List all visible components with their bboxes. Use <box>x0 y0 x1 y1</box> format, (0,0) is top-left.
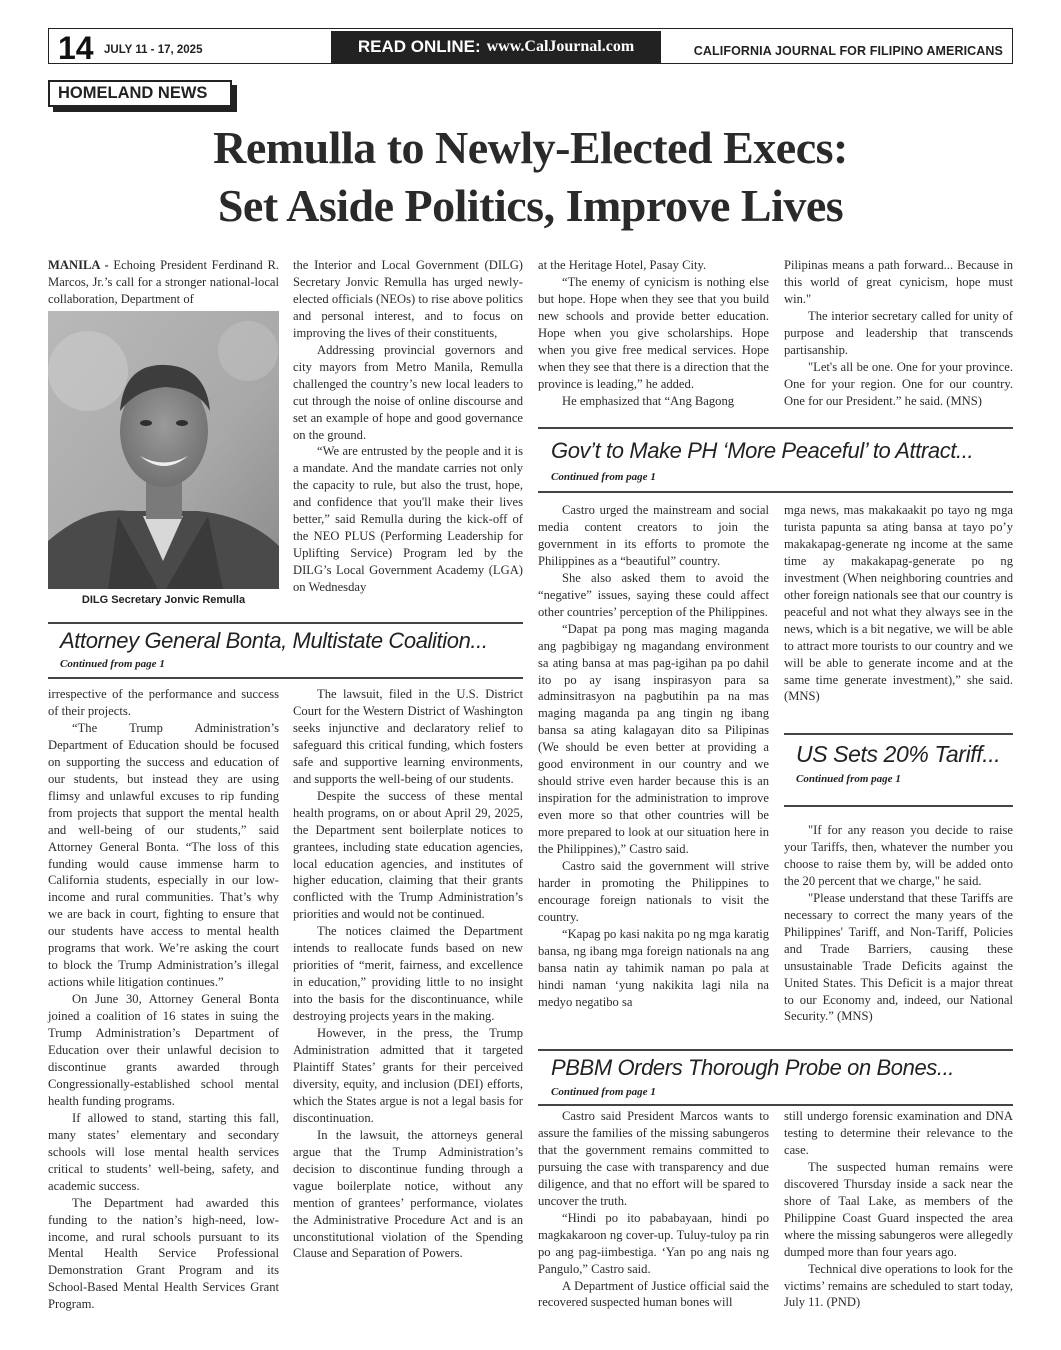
read-online-url[interactable]: www.CalJournal.com <box>486 38 635 55</box>
paragraph: A Department of Justice official said the recovered suspected human bones will <box>538 1278 769 1310</box>
paragraph: “Dapat pa pong mas maging maganda ang pagbibigay ng magandang environment sa ating bansa at mas pag-igihan pa po dahil ito po ay isang inspirasyon para sa adminsitrasyon na pagbutihin pa na mas maging maganda pa ang tingin ng ibang bansa sa ating kalagayan dito sa Pilipinas (We should be even better at providing a good environment in our country and we should strive even harder because this is an inspiration for the administration to improve even more so that other countries will be more prepared to look at our situation here in the Philippines),” Castro said. <box>538 621 769 857</box>
section-label: HOMELAND NEWS <box>48 80 232 107</box>
main-story-col-3 <box>538 257 769 410</box>
paragraph: "If for any reason you decide to raise your Tariffs, then, whatever the number you choose to raise them by, will be added onto the 20 percent that we charge," he said. <box>784 823 1013 888</box>
peaceful-continued: Continued from page 1 <box>551 471 656 483</box>
paragraph: Castro urged the mainstream and social media content creators to join the government in its efforts to promote the Philippines as a “beautiful” country. <box>538 503 769 568</box>
paragraph: Castro said the government will strive harder in promoting the Philippines to encourage foreign nationals to visit the country. <box>538 859 769 924</box>
paragraph: "Please understand that these Tariffs are necessary to correct the many years of the Philippines' Tariff, and Non-Tariff, Policies and Trade Barriers, causing these unsustainable Trade Deficits against the United States. This Deficit is a major threat to our Economy and, indeed, our National Security.” (MNS) <box>784 890 1013 1024</box>
paragraph: “The enemy of cynicism is nothing else but hope. Hope when they see that you build new schools and provide better education. Hope when you give scholarships. Hope when you give free medical services. Hope when they see that there is a direction that the province is leading,” he added. <box>538 274 769 391</box>
divider-rule <box>538 1049 1013 1051</box>
main-story-col-1 <box>48 257 279 308</box>
paragraph: Pilipinas means a path forward... Because in this world of great cynicism, hope must win." <box>784 258 1013 306</box>
paragraph: Castro said President Marcos wants to assure the families of the missing sabungeros that the government remains committed to pursuing the case with transparency and due diligence, and that no effort will be spared to uncover the truth. <box>538 1109 769 1208</box>
paragraph: The Department had awarded this funding to the nation’s high-need, low-income, and rural schools pursuant to its Mental Health Service Professional Demonstration Grant Program and its School-Based Mental Health Services Grant Program. <box>48 1195 279 1312</box>
divider-rule <box>784 733 1013 735</box>
divider-rule <box>784 805 1013 807</box>
paragraph: Technical dive operations to look for the victims’ remains are scheduled to start today, July 11. (PND) <box>784 1261 1013 1310</box>
bones-kicker: PBBM Orders Thorough Probe on Bones... <box>551 1055 955 1080</box>
paragraph: The interior secretary called for unity of purpose and leadership that transcends partisanship. <box>784 308 1013 357</box>
paragraph: However, in the press, the Trump Administration admitted that it targeted Plaintiff States’ grants for their perceived diversity, equity, and inclusion (DEI) efforts, which the States argue is not a legal basis for discontinuation. <box>293 1026 523 1125</box>
tariff-kicker: US Sets 20% Tariff... <box>796 741 1001 767</box>
paragraph: “The Trump Administration’s Department of Education should be focused on supporting the success and education of our students, but instead they are using flimsy and unlawful excuses to rip funding from projects that support the mental health and well-being of our students,” said Attorney General Bonta. “The loss of this funding would cause immense harm to California students, especially in our low-income and rural communities. That’s why we are back in court, fighting to ensure that our students have access to mental health programs that work. We’re asking the court to block the Trump Administration’s illegal actions while litigation continues.” <box>48 720 279 990</box>
paragraph: Despite the success of these mental health programs, on or about April 29, 2025, the Department sent boilerplate notices to grantees, including state education agencies, local education agencies, and institutes of higher education, claiming that their grants conflicted with the Trump Administration’s priorities and would not be continued. <box>293 788 523 922</box>
bonta-col-1 <box>48 686 279 1313</box>
paragraph: irrespective of the performance and success of their projects. <box>48 687 279 718</box>
main-story-col-2 <box>293 257 523 596</box>
paragraph: "Let's all be one. One for your province. One for your region. One for our country. One for our President.” he said. (MNS) <box>784 359 1013 408</box>
paragraph: “Kapag po kasi nakita po ng mga karatig bansa, ng ibang mga foreign nationals na ang bansa natin ay tahimik naman po pala at hindi naman ‘yung nakikita lagi nila na medyo negatibo sa <box>538 926 769 1009</box>
paragraph: The lawsuit, filed in the U.S. District Court for the Western District of Washington seeks injunctive and declaratory relief to safeguard this critical funding, which fosters safe and supportive learning environments, and supports the well-being of our students. <box>293 687 523 786</box>
paragraph: mga news, mas makakaakit po tayo ng mga turista papunta sa ating bansa at tayo po’y makakapag-generate ng income at the same time ay makakapag-generate po ng investment (When neighboring countries and other foreign nationals see that our country is peaceful and not what they always see in the news, which is a bit negative, we will be able to attract more tourists to our country and we will be able to generate income and at the same time generate investment),” she said. (MNS) <box>784 503 1013 704</box>
peaceful-kicker: Gov’t to Make PH ‘More Peaceful’ to Attract... <box>551 438 974 463</box>
paragraph: “We are entrusted by the people and it is a mandate. And the mandate carries not only the capacity to rule, but also the trust, hope, and confidence that you'll make their lives better,” said Remulla during the kick-off of the NEO PLUS (Performing Leadership for Uplifting Service) Program led by the DILG’s Local Government Academy (LGA) on Wednesday <box>293 444 523 595</box>
headline-line-1: Remulla to Newly-Elected Execs: <box>213 122 848 173</box>
paragraph: On June 30, Attorney General Bonta joined a coalition of 16 states in suing the Trump Administration’s Department of Education over their unlawful decision to discontinue grants awarded through Congressionally-established school mental health funding programs. <box>48 992 279 1108</box>
divider-rule <box>538 491 1013 493</box>
dateline: MANILA - <box>48 258 109 272</box>
peaceful-col-2 <box>784 502 1013 705</box>
paragraph: He emphasized that “Ang Bagong <box>562 393 735 408</box>
paragraph: The suspected human remains were discovered Thursday inside a sack near the shore of Taal Lake, as members of the Philippine Coast Guard inspected the area where the missing sabungeros were allegedly dumped more than four years ago. <box>784 1159 1013 1259</box>
bones-col-2 <box>784 1108 1013 1311</box>
paragraph: Addressing provincial governors and city mayors from Metro Manila, Remulla challenged the country’s new local leaders to cut through the noise of online discourse and set an example of hope and good governance on the ground. <box>293 342 523 442</box>
main-story-col-4 <box>784 257 1013 410</box>
paragraph: If allowed to stand, starting this fall, many states’ elementary and secondary schools will lose mental health services critical to students’ well-being, safety, and academic success. <box>48 1110 279 1193</box>
issue-date: JULY 11 - 17, 2025 <box>104 44 203 56</box>
divider-rule <box>48 677 523 679</box>
publication-name: CALIFORNIA JOURNAL FOR FILIPINO AMERICANS <box>693 44 1003 58</box>
tariff-continued: Continued from page 1 <box>796 773 901 785</box>
read-online-banner[interactable] <box>331 31 661 63</box>
paragraph: at the Heritage Hotel, Pasay City. <box>538 258 707 272</box>
tariff-col-1 <box>784 822 1013 1025</box>
bonta-col-2 <box>293 686 523 1262</box>
photo-caption: DILG Secretary Jonvic Remulla <box>81 594 246 606</box>
divider-rule <box>538 1104 1013 1106</box>
headline-line-2: Set Aside Politics, Improve Lives <box>217 180 844 231</box>
divider-rule <box>48 622 523 624</box>
paragraph: the Interior and Local Government (DILG) Secretary Jonvic Remulla has urged newly-elected officials (NEOs) to rise above politics and personal interest, and to focus on improving the lives of their constituents, <box>293 258 523 340</box>
page-number: 14 <box>58 30 94 66</box>
paragraph: “Hindi po ito pababayaan, hindi po magkakaroon ng cover-up. Tuluy-tuloy pa rin po ang pag-iimbestiga. ‘Yan po ang nais ng Pangulo,” Castro said. <box>538 1210 769 1276</box>
main-story-lead: Echoing President Ferdinand R. Marcos, Jr.’s call for a stronger national-local collaboration, Department of <box>48 258 279 306</box>
read-online-label: READ ONLINE: <box>357 37 481 56</box>
paragraph: still undergo forensic examination and DNA testing to determine their relevance to the case. <box>784 1109 1013 1157</box>
paragraph: She also asked them to avoid the “negative” issues, saying these could affect other countries’ perception of the Philippines. <box>538 570 769 619</box>
divider-rule <box>538 427 1013 429</box>
bonta-kicker: Attorney General Bonta, Multistate Coalition... <box>60 628 488 653</box>
remulla-photo <box>48 311 279 589</box>
bones-col-1 <box>538 1108 769 1311</box>
bonta-continued: Continued from page 1 <box>60 658 165 670</box>
portrait-image <box>48 311 279 589</box>
paragraph: In the lawsuit, the attorneys general argue that the Trump Administration’s decision to discontinue funding through a vague boilerplate notice, without any mention of grantees’ performance, violates the Administrative Procedure Act and is an unconstitutional violation of the Spending Clause and Separation of Powers. <box>293 1127 523 1261</box>
peaceful-col-1 <box>538 502 769 1011</box>
paragraph: The notices claimed the Department intends to reallocate funds based on new priorities of “merit, fairness, and excellence in education,” providing little to no insight into the basis for the discontinuance, while destroying projects years in the making. <box>293 924 523 1024</box>
bones-continued: Continued from page 1 <box>551 1086 656 1098</box>
